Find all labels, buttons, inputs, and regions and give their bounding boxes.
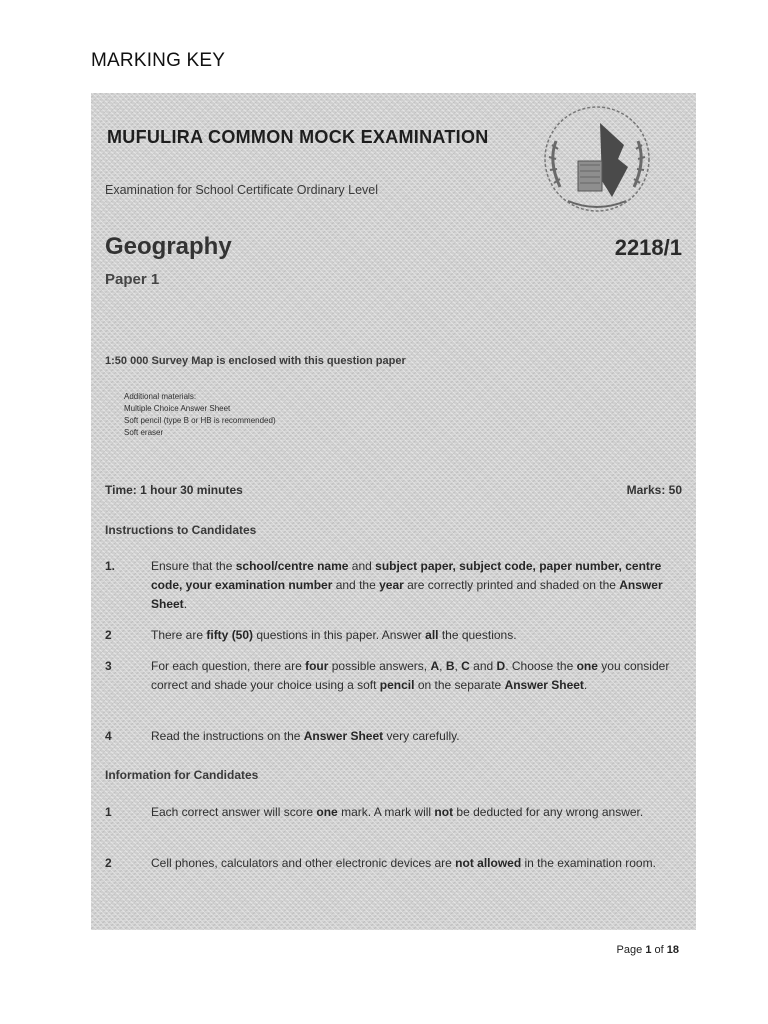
instructions-heading: Instructions to Candidates xyxy=(105,523,257,537)
item-number: 1. xyxy=(105,559,116,573)
page-footer xyxy=(617,944,679,956)
materials-item: Soft eraser xyxy=(124,428,164,437)
page-total: 18 xyxy=(666,944,679,956)
paper-number: Paper 1 xyxy=(105,271,160,288)
information-heading: Information for Candidates xyxy=(105,768,259,782)
information-item xyxy=(105,803,680,843)
map-note: 1:50 000 Survey Map is enclosed with this question paper xyxy=(105,355,406,367)
item-text: There are fifty (50) questions in this paper. Answer all the questions. xyxy=(151,628,517,642)
item-number: 3 xyxy=(105,659,112,673)
item-text: Cell phones, calculators and other electronic devices are not allowed in the examination room. xyxy=(151,856,656,870)
item-number: 4 xyxy=(105,729,112,743)
materials-item: Soft pencil (type B or HB is recommended) xyxy=(124,416,276,425)
additional-materials xyxy=(124,391,276,439)
subject-code: 2218/1 xyxy=(614,235,682,260)
item-number: 1 xyxy=(105,805,112,819)
subject-title: Geography xyxy=(105,233,232,260)
exam-title: MUFULIRA COMMON MOCK EXAMINATION xyxy=(107,127,489,147)
coat-of-arms-seal-icon xyxy=(538,101,656,221)
page-current: 1 xyxy=(645,944,652,956)
item-text: Ensure that the school/centre name and subject paper, subject code, paper number, centre code, your examination number and the year are correctly printed and shaded on the Answer Sheet. xyxy=(151,559,663,611)
materials-heading: Additional materials: xyxy=(124,392,197,401)
scanned-cover-page xyxy=(91,93,696,930)
information-item xyxy=(105,854,680,894)
item-text: For each question, there are four possible answers, A, B, C and D. Choose the one you consider correct and shade your choice using a soft pencil on the separate Answer Sheet. xyxy=(151,659,670,692)
page-label: Page xyxy=(616,944,643,956)
exam-time: Time: 1 hour 30 minutes xyxy=(105,483,243,497)
item-number: 2 xyxy=(105,856,112,870)
instruction-item xyxy=(105,557,680,615)
exam-subtitle: Examination for School Certificate Ordinary Level xyxy=(105,183,379,197)
instruction-item xyxy=(105,657,680,715)
item-number: 2 xyxy=(105,628,112,642)
materials-item: Multiple Choice Answer Sheet xyxy=(124,404,231,413)
page-of-label: of xyxy=(654,944,664,956)
instruction-item xyxy=(105,727,680,747)
item-text: Each correct answer will score one mark. A mark will not be deducted for any wrong answer. xyxy=(151,805,644,819)
item-text: Read the instructions on the Answer Sheet very carefully. xyxy=(151,729,460,743)
instruction-item xyxy=(105,626,680,646)
exam-marks: Marks: 50 xyxy=(626,483,682,497)
document-header: MARKING KEY xyxy=(91,50,226,71)
